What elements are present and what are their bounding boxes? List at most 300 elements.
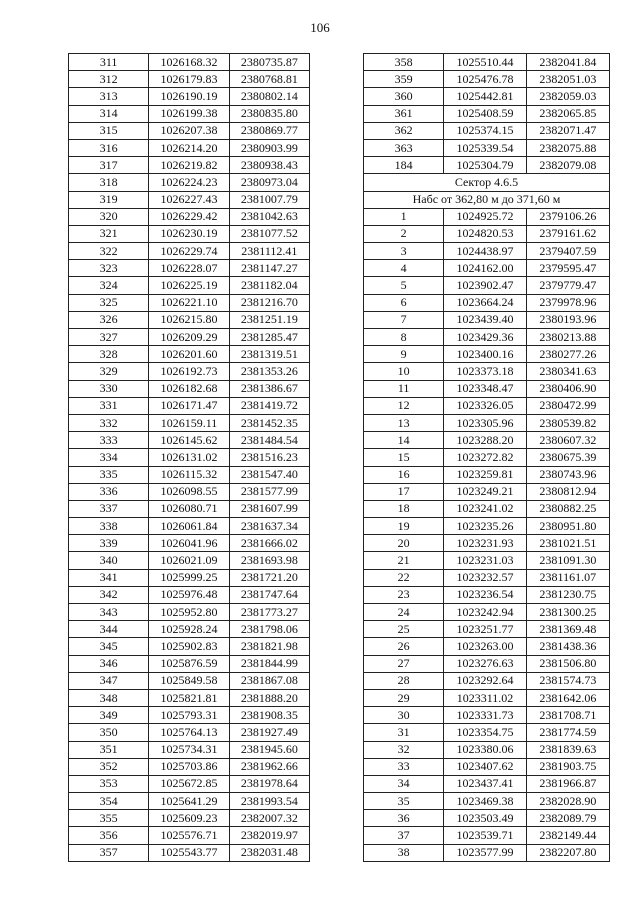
point-number-cell: 362 — [364, 122, 444, 139]
x-coordinate-cell: 1023305.96 — [444, 414, 526, 431]
table-row — [364, 724, 610, 741]
point-number-cell: 314 — [69, 105, 149, 122]
point-number-cell: 317 — [69, 157, 149, 174]
x-coordinate-cell: 1026221.10 — [149, 294, 229, 311]
x-coordinate-cell: 1026131.02 — [149, 449, 229, 466]
table-row — [364, 208, 610, 225]
y-coordinate-cell: 2381182.04 — [229, 277, 309, 294]
y-coordinate-cell: 2381993.54 — [229, 793, 309, 810]
x-coordinate-cell: 1025849.58 — [149, 672, 229, 689]
x-coordinate-cell: 1026182.68 — [149, 380, 229, 397]
table-row — [69, 397, 310, 414]
table-row — [69, 655, 310, 672]
table-row — [364, 71, 610, 88]
y-coordinate-cell: 2380869.77 — [229, 122, 309, 139]
x-coordinate-cell: 1025952.80 — [149, 604, 229, 621]
x-coordinate-cell: 1023503.49 — [444, 810, 526, 827]
y-coordinate-cell: 2379595.47 — [526, 260, 609, 277]
point-number-cell: 335 — [69, 466, 149, 483]
x-coordinate-cell: 1025876.59 — [149, 655, 229, 672]
y-coordinate-cell: 2382031.48 — [229, 844, 309, 861]
x-coordinate-cell: 1026145.62 — [149, 432, 229, 449]
x-coordinate-cell: 1023400.16 — [444, 346, 526, 363]
x-coordinate-cell: 1023259.81 — [444, 466, 526, 483]
point-number-cell: 11 — [364, 380, 444, 397]
x-coordinate-cell: 1026061.84 — [149, 518, 229, 535]
x-coordinate-cell: 1023263.00 — [444, 638, 526, 655]
x-coordinate-cell: 1026115.32 — [149, 466, 229, 483]
table-row — [69, 105, 310, 122]
y-coordinate-cell: 2380802.14 — [229, 88, 309, 105]
x-coordinate-cell: 1024438.97 — [444, 243, 526, 260]
point-number-cell: 330 — [69, 380, 149, 397]
y-coordinate-cell: 2382071.47 — [526, 122, 609, 139]
x-coordinate-cell: 1023251.77 — [444, 621, 526, 638]
x-coordinate-cell: 1023236.54 — [444, 586, 526, 603]
point-number-cell: 342 — [69, 586, 149, 603]
table-row — [364, 793, 610, 810]
y-coordinate-cell: 2381506.80 — [526, 655, 609, 672]
table-row — [364, 483, 610, 500]
point-number-cell: 32 — [364, 741, 444, 758]
table-row — [69, 208, 310, 225]
y-coordinate-cell: 2382041.84 — [526, 54, 609, 71]
y-coordinate-cell: 2382028.90 — [526, 793, 609, 810]
y-coordinate-cell: 2381452.35 — [229, 414, 309, 431]
x-coordinate-cell: 1023231.93 — [444, 535, 526, 552]
x-coordinate-cell: 1023288.20 — [444, 432, 526, 449]
table-row — [69, 569, 310, 586]
y-coordinate-cell: 2382059.03 — [526, 88, 609, 105]
table-row — [69, 294, 310, 311]
x-coordinate-cell: 1025510.44 — [444, 54, 526, 71]
y-coordinate-cell: 2379978.96 — [526, 294, 609, 311]
point-number-cell: 8 — [364, 329, 444, 346]
x-coordinate-cell: 1026227.43 — [149, 191, 229, 208]
y-coordinate-cell: 2381300.25 — [526, 604, 609, 621]
point-number-cell: 316 — [69, 139, 149, 156]
y-coordinate-cell: 2381927.49 — [229, 724, 309, 741]
sector-title-row — [364, 174, 610, 191]
y-coordinate-cell: 2381230.75 — [526, 586, 609, 603]
y-coordinate-cell: 2380607.32 — [526, 432, 609, 449]
table-row — [364, 54, 610, 71]
table-row — [364, 844, 610, 861]
table-row — [69, 54, 310, 71]
point-number-cell: 15 — [364, 449, 444, 466]
x-coordinate-cell: 1025442.81 — [444, 88, 526, 105]
table-row — [69, 586, 310, 603]
point-number-cell: 352 — [69, 758, 149, 775]
x-coordinate-cell: 1026201.60 — [149, 346, 229, 363]
y-coordinate-cell: 2381607.99 — [229, 500, 309, 517]
point-number-cell: 313 — [69, 88, 149, 105]
table-row — [69, 552, 310, 569]
y-coordinate-cell: 2381091.30 — [526, 552, 609, 569]
table-row — [69, 157, 310, 174]
y-coordinate-cell: 2381844.99 — [229, 655, 309, 672]
coordinates-table-left — [68, 53, 310, 862]
x-coordinate-cell: 1024162.00 — [444, 260, 526, 277]
point-number-cell: 31 — [364, 724, 444, 741]
x-coordinate-cell: 1025976.48 — [149, 586, 229, 603]
table-row — [364, 741, 610, 758]
x-coordinate-cell: 1023311.02 — [444, 689, 526, 706]
y-coordinate-cell: 2380812.94 — [526, 483, 609, 500]
table-row — [364, 500, 610, 517]
table-row — [69, 724, 310, 741]
table-row — [364, 621, 610, 638]
y-coordinate-cell: 2381319.51 — [229, 346, 309, 363]
y-coordinate-cell: 2379407.59 — [526, 243, 609, 260]
table-row — [69, 88, 310, 105]
table-row — [364, 243, 610, 260]
table-row — [69, 741, 310, 758]
x-coordinate-cell: 1026098.55 — [149, 483, 229, 500]
table-row — [364, 432, 610, 449]
table-row — [69, 191, 310, 208]
point-number-cell: 360 — [364, 88, 444, 105]
y-coordinate-cell: 2381386.67 — [229, 380, 309, 397]
table-row — [69, 243, 310, 260]
table-row — [364, 449, 610, 466]
x-coordinate-cell: 1026229.42 — [149, 208, 229, 225]
y-coordinate-cell: 2380903.99 — [229, 139, 309, 156]
y-coordinate-cell: 2380938.43 — [229, 157, 309, 174]
y-coordinate-cell: 2381721.20 — [229, 569, 309, 586]
right-table-body — [364, 54, 610, 862]
x-coordinate-cell: 1026021.09 — [149, 552, 229, 569]
point-number-cell: 339 — [69, 535, 149, 552]
x-coordinate-cell: 1024820.53 — [444, 225, 526, 242]
x-coordinate-cell: 1025999.25 — [149, 569, 229, 586]
table-row — [69, 621, 310, 638]
y-coordinate-cell: 2381077.52 — [229, 225, 309, 242]
y-coordinate-cell: 2381353.26 — [229, 363, 309, 380]
point-number-cell: 328 — [69, 346, 149, 363]
point-number-cell: 319 — [69, 191, 149, 208]
x-coordinate-cell: 1023354.75 — [444, 724, 526, 741]
x-coordinate-cell: 1023232.57 — [444, 569, 526, 586]
table-row — [69, 535, 310, 552]
table-row — [364, 672, 610, 689]
sector-height-range: Набс от 362,80 м до 371,60 м — [364, 191, 610, 208]
x-coordinate-cell: 1025476.78 — [444, 71, 526, 88]
x-coordinate-cell: 1023373.18 — [444, 363, 526, 380]
point-number-cell: 354 — [69, 793, 149, 810]
point-number-cell: 332 — [69, 414, 149, 431]
table-row — [364, 827, 610, 844]
point-number-cell: 26 — [364, 638, 444, 655]
point-number-cell: 349 — [69, 707, 149, 724]
x-coordinate-cell: 1023231.03 — [444, 552, 526, 569]
x-coordinate-cell: 1025821.81 — [149, 689, 229, 706]
x-coordinate-cell: 1026159.11 — [149, 414, 229, 431]
y-coordinate-cell: 2381821.98 — [229, 638, 309, 655]
x-coordinate-cell: 1025902.83 — [149, 638, 229, 655]
y-coordinate-cell: 2380882.25 — [526, 500, 609, 517]
x-coordinate-cell: 1026229.74 — [149, 243, 229, 260]
y-coordinate-cell: 2379161.62 — [526, 225, 609, 242]
y-coordinate-cell: 2381161.07 — [526, 569, 609, 586]
y-coordinate-cell: 2381888.20 — [229, 689, 309, 706]
x-coordinate-cell: 1026041.96 — [149, 535, 229, 552]
y-coordinate-cell: 2381147.27 — [229, 260, 309, 277]
point-number-cell: 7 — [364, 311, 444, 328]
point-number-cell: 322 — [69, 243, 149, 260]
table-row — [364, 707, 610, 724]
table-row — [364, 518, 610, 535]
left-table-body — [69, 54, 310, 862]
table-row — [69, 483, 310, 500]
y-coordinate-cell: 2382207.80 — [526, 844, 609, 861]
point-number-cell: 337 — [69, 500, 149, 517]
x-coordinate-cell: 1026171.47 — [149, 397, 229, 414]
x-coordinate-cell: 1023407.62 — [444, 758, 526, 775]
y-coordinate-cell: 2382051.03 — [526, 71, 609, 88]
point-number-cell: 341 — [69, 569, 149, 586]
table-row — [364, 277, 610, 294]
y-coordinate-cell: 2382149.44 — [526, 827, 609, 844]
table-row — [69, 346, 310, 363]
point-number-cell: 14 — [364, 432, 444, 449]
y-coordinate-cell: 2380213.88 — [526, 329, 609, 346]
y-coordinate-cell: 2380341.63 — [526, 363, 609, 380]
table-row — [364, 810, 610, 827]
y-coordinate-cell: 2381438.36 — [526, 638, 609, 655]
x-coordinate-cell: 1025339.54 — [444, 139, 526, 156]
x-coordinate-cell: 1023331.73 — [444, 707, 526, 724]
table-row — [364, 535, 610, 552]
y-coordinate-cell: 2381516.23 — [229, 449, 309, 466]
point-number-cell: 318 — [69, 174, 149, 191]
page-number: 106 — [310, 20, 330, 35]
table-row — [69, 466, 310, 483]
y-coordinate-cell: 2380973.04 — [229, 174, 309, 191]
table-row — [69, 758, 310, 775]
point-number-cell: 343 — [69, 604, 149, 621]
y-coordinate-cell: 2382019.97 — [229, 827, 309, 844]
x-coordinate-cell: 1025734.31 — [149, 741, 229, 758]
point-number-cell: 326 — [69, 311, 149, 328]
x-coordinate-cell: 1026209.29 — [149, 329, 229, 346]
table-row — [69, 518, 310, 535]
y-coordinate-cell: 2382079.08 — [526, 157, 609, 174]
y-coordinate-cell: 2381251.19 — [229, 311, 309, 328]
table-row — [69, 311, 310, 328]
table-row — [364, 346, 610, 363]
y-coordinate-cell: 2380675.39 — [526, 449, 609, 466]
point-number-cell: 324 — [69, 277, 149, 294]
x-coordinate-cell: 1023242.94 — [444, 604, 526, 621]
table-row — [364, 157, 610, 174]
y-coordinate-cell: 2381419.72 — [229, 397, 309, 414]
table-row — [364, 139, 610, 156]
y-coordinate-cell: 2381007.79 — [229, 191, 309, 208]
point-number-cell: 37 — [364, 827, 444, 844]
y-coordinate-cell: 2380743.96 — [526, 466, 609, 483]
y-coordinate-cell: 2381577.99 — [229, 483, 309, 500]
table-row — [69, 260, 310, 277]
point-number-cell: 329 — [69, 363, 149, 380]
point-number-cell: 19 — [364, 518, 444, 535]
x-coordinate-cell: 1023276.63 — [444, 655, 526, 672]
y-coordinate-cell: 2381908.35 — [229, 707, 309, 724]
point-number-cell: 325 — [69, 294, 149, 311]
y-coordinate-cell: 2381903.75 — [526, 758, 609, 775]
x-coordinate-cell: 1026214.20 — [149, 139, 229, 156]
x-coordinate-cell: 1025764.13 — [149, 724, 229, 741]
table-row — [69, 810, 310, 827]
point-number-cell: 3 — [364, 243, 444, 260]
x-coordinate-cell: 1023577.99 — [444, 844, 526, 861]
point-number-cell: 321 — [69, 225, 149, 242]
x-coordinate-cell: 1023437.41 — [444, 775, 526, 792]
x-coordinate-cell: 1026190.19 — [149, 88, 229, 105]
table-row — [364, 363, 610, 380]
y-coordinate-cell: 2381666.02 — [229, 535, 309, 552]
y-coordinate-cell: 2380735.87 — [229, 54, 309, 71]
x-coordinate-cell: 1023539.71 — [444, 827, 526, 844]
y-coordinate-cell: 2382065.85 — [526, 105, 609, 122]
x-coordinate-cell: 1023469.38 — [444, 793, 526, 810]
table-row — [69, 604, 310, 621]
y-coordinate-cell: 2381574.73 — [526, 672, 609, 689]
point-number-cell: 331 — [69, 397, 149, 414]
x-coordinate-cell: 1025576.71 — [149, 827, 229, 844]
y-coordinate-cell: 2380951.80 — [526, 518, 609, 535]
point-number-cell: 35 — [364, 793, 444, 810]
table-row — [69, 432, 310, 449]
x-coordinate-cell: 1026230.19 — [149, 225, 229, 242]
table-row — [69, 139, 310, 156]
y-coordinate-cell: 2381484.54 — [229, 432, 309, 449]
point-number-cell: 312 — [69, 71, 149, 88]
y-coordinate-cell: 2381637.34 — [229, 518, 309, 535]
x-coordinate-cell: 1023902.47 — [444, 277, 526, 294]
y-coordinate-cell: 2382007.32 — [229, 810, 309, 827]
x-coordinate-cell: 1023241.02 — [444, 500, 526, 517]
point-number-cell: 345 — [69, 638, 149, 655]
coordinates-table-right — [363, 53, 610, 862]
point-number-cell: 25 — [364, 621, 444, 638]
table-row — [364, 758, 610, 775]
y-coordinate-cell: 2381962.66 — [229, 758, 309, 775]
point-number-cell: 4 — [364, 260, 444, 277]
y-coordinate-cell: 2381945.60 — [229, 741, 309, 758]
point-number-cell: 17 — [364, 483, 444, 500]
point-number-cell: 340 — [69, 552, 149, 569]
point-number-cell: 356 — [69, 827, 149, 844]
table-row — [364, 260, 610, 277]
x-coordinate-cell: 1025374.15 — [444, 122, 526, 139]
y-coordinate-cell: 2381747.64 — [229, 586, 309, 603]
table-row — [364, 638, 610, 655]
y-coordinate-cell: 2381112.41 — [229, 243, 309, 260]
y-coordinate-cell: 2381369.48 — [526, 621, 609, 638]
table-row — [69, 71, 310, 88]
point-number-cell: 336 — [69, 483, 149, 500]
point-number-cell: 29 — [364, 689, 444, 706]
table-row — [69, 414, 310, 431]
point-number-cell: 338 — [69, 518, 149, 535]
point-number-cell: 9 — [364, 346, 444, 363]
table-row — [364, 689, 610, 706]
x-coordinate-cell: 1025609.23 — [149, 810, 229, 827]
y-coordinate-cell: 2381693.98 — [229, 552, 309, 569]
y-coordinate-cell: 2381966.87 — [526, 775, 609, 792]
x-coordinate-cell: 1026207.38 — [149, 122, 229, 139]
point-number-cell: 6 — [364, 294, 444, 311]
point-number-cell: 361 — [364, 105, 444, 122]
x-coordinate-cell: 1025672.85 — [149, 775, 229, 792]
point-number-cell: 2 — [364, 225, 444, 242]
x-coordinate-cell: 1025703.86 — [149, 758, 229, 775]
y-coordinate-cell: 2380277.26 — [526, 346, 609, 363]
point-number-cell: 10 — [364, 363, 444, 380]
point-number-cell: 363 — [364, 139, 444, 156]
point-number-cell: 347 — [69, 672, 149, 689]
point-number-cell: 344 — [69, 621, 149, 638]
x-coordinate-cell: 1025304.79 — [444, 157, 526, 174]
point-number-cell: 21 — [364, 552, 444, 569]
sector-subtitle-row — [364, 191, 610, 208]
point-number-cell: 1 — [364, 208, 444, 225]
x-coordinate-cell: 1026179.83 — [149, 71, 229, 88]
table-row — [364, 122, 610, 139]
table-row — [69, 844, 310, 861]
x-coordinate-cell: 1026080.71 — [149, 500, 229, 517]
y-coordinate-cell: 2380193.96 — [526, 311, 609, 328]
y-coordinate-cell: 2381773.27 — [229, 604, 309, 621]
point-number-cell: 358 — [364, 54, 444, 71]
y-coordinate-cell: 2380406.90 — [526, 380, 609, 397]
table-row — [364, 105, 610, 122]
table-row — [364, 329, 610, 346]
table-row — [364, 466, 610, 483]
x-coordinate-cell: 1023348.47 — [444, 380, 526, 397]
y-coordinate-cell: 2381285.47 — [229, 329, 309, 346]
point-number-cell: 359 — [364, 71, 444, 88]
table-row — [69, 174, 310, 191]
point-number-cell: 30 — [364, 707, 444, 724]
x-coordinate-cell: 1026192.73 — [149, 363, 229, 380]
point-number-cell: 5 — [364, 277, 444, 294]
y-coordinate-cell: 2381798.06 — [229, 621, 309, 638]
y-coordinate-cell: 2381708.71 — [526, 707, 609, 724]
point-number-cell: 24 — [364, 604, 444, 621]
table-row — [364, 604, 610, 621]
y-coordinate-cell: 2381216.70 — [229, 294, 309, 311]
x-coordinate-cell: 1024925.72 — [444, 208, 526, 225]
point-number-cell: 28 — [364, 672, 444, 689]
x-coordinate-cell: 1025543.77 — [149, 844, 229, 861]
y-coordinate-cell: 2380768.81 — [229, 71, 309, 88]
table-row — [364, 775, 610, 792]
table-row — [364, 397, 610, 414]
y-coordinate-cell: 2381642.06 — [526, 689, 609, 706]
table-row — [364, 311, 610, 328]
table-row — [69, 827, 310, 844]
table-row — [69, 449, 310, 466]
sector-title: Сектор 4.6.5 — [364, 174, 610, 191]
point-number-cell: 348 — [69, 689, 149, 706]
point-number-cell: 327 — [69, 329, 149, 346]
point-number-cell: 38 — [364, 844, 444, 861]
table-row — [69, 363, 310, 380]
table-row — [69, 689, 310, 706]
x-coordinate-cell: 1023664.24 — [444, 294, 526, 311]
